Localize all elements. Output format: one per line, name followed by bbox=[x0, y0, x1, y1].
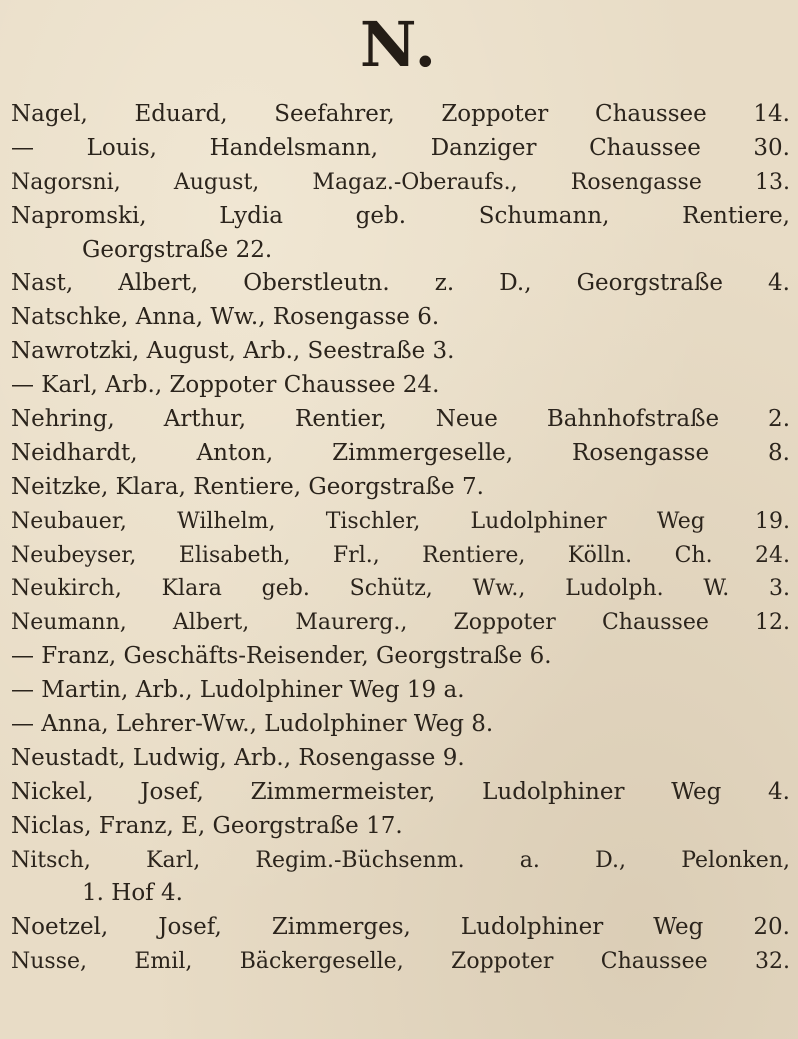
directory-entry: Nehring, Arthur, Rentier, Neue Bahnhofstraße 2. bbox=[11, 406, 790, 433]
directory-entry: — Louis, Handelsmann, Danziger Chaussee 30. bbox=[11, 134, 790, 161]
directory-entry-continuation: Georgstraße 22. bbox=[82, 236, 273, 263]
directory-entry: Neidhardt, Anton, Zimmergeselle, Rosengasse 8. bbox=[11, 439, 790, 466]
directory-entry: Neitzke, Klara, Rentiere, Georgstraße 7. bbox=[11, 473, 484, 500]
directory-entry: Nagel, Eduard, Seefahrer, Zoppoter Chaussee 14. bbox=[11, 101, 790, 127]
directory-entry: Nitsch, Karl, Regim.-Büchsenm. a. D., Pelonken, bbox=[11, 847, 790, 873]
directory-entry: Neustadt, Ludwig, Arb., Rosengasse 9. bbox=[11, 744, 465, 771]
directory-entry: Neumann, Albert, Maurerg., Zoppoter Chaussee 12. bbox=[11, 610, 790, 636]
directory-entry: — Anna, Lehrer-Ww., Ludolphiner Weg 8. bbox=[11, 711, 494, 738]
section-letter-heading: N. bbox=[359, 8, 439, 81]
directory-entry: Napromski, Lydia geb. Schumann, Rentiere, bbox=[11, 202, 790, 229]
directory-entry: Neubauer, Wilhelm, Tischler, Ludolphiner Weg 19. bbox=[11, 508, 790, 534]
directory-entry: Neubeyser, Elisabeth, Frl., Rentiere, Kölln. Ch. 24. bbox=[11, 542, 790, 568]
directory-entry: Noetzel, Josef, Zimmerges, Ludolphiner Weg 20. bbox=[11, 914, 790, 941]
directory-entry: Nickel, Josef, Zimmermeister, Ludolphiner Weg 4. bbox=[11, 778, 790, 805]
directory-entry: Neukirch, Klara geb. Schütz, Ww., Ludolph. W. 3. bbox=[11, 576, 790, 602]
directory-entry-list bbox=[0, 98, 798, 979]
directory-entry-continuation: 1. Hof 4. bbox=[82, 880, 183, 907]
directory-entry: Nagorsni, August, Magaz.-Oberaufs., Rosengasse 13. bbox=[11, 169, 790, 195]
directory-entry: Niclas, Franz, E, Georgstraße 17. bbox=[11, 812, 403, 839]
directory-entry: Nawrotzki, August, Arb., Seestraße 3. bbox=[11, 338, 455, 365]
directory-entry: Natschke, Anna, Ww., Rosengasse 6. bbox=[11, 304, 440, 331]
directory-entry: — Martin, Arb., Ludolphiner Weg 19 a. bbox=[11, 677, 465, 704]
directory-entry: — Karl, Arb., Zoppoter Chaussee 24. bbox=[11, 372, 440, 399]
directory-entry: Nusse, Emil, Bäckergeselle, Zoppoter Chaussee 32. bbox=[11, 949, 790, 975]
directory-entry: Nast, Albert, Oberstleutn. z. D., Georgstraße 4. bbox=[11, 270, 790, 297]
directory-entry: — Franz, Geschäfts-Reisender, Georgstraße 6. bbox=[11, 643, 552, 670]
